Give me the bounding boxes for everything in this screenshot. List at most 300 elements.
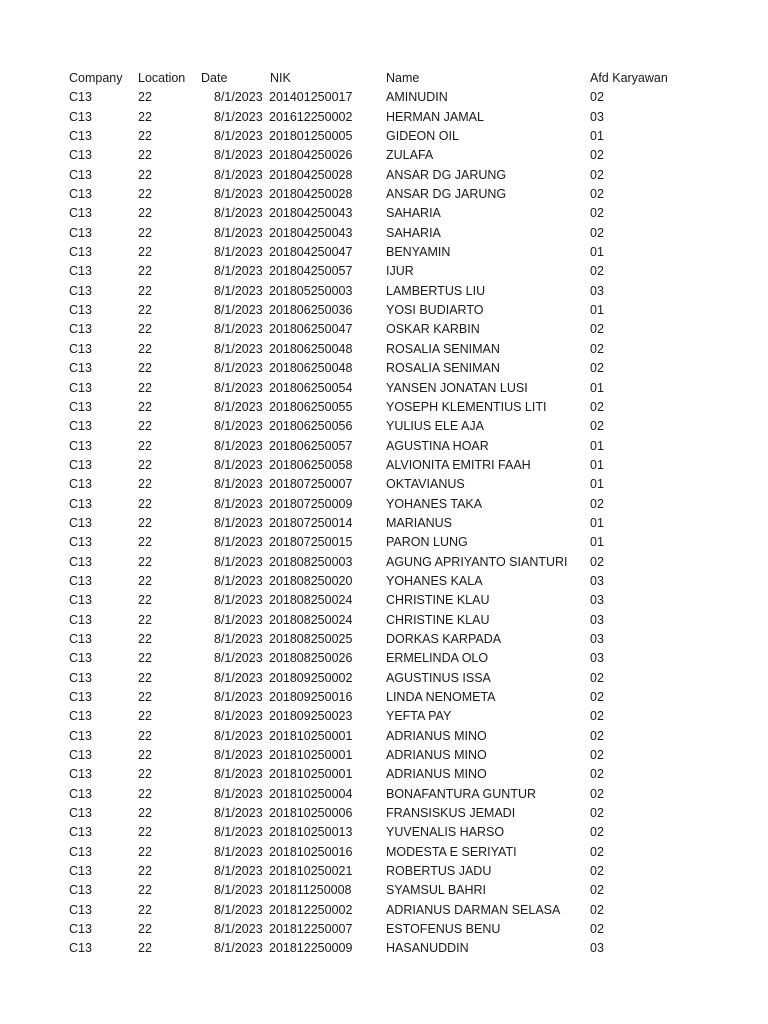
cell-afd-karyawan: 02 [590, 206, 604, 221]
cell-nik: 201801250005 [269, 129, 353, 144]
cell-location: 22 [138, 922, 152, 937]
table-header-row [0, 69, 768, 88]
cell-afd-karyawan: 02 [590, 670, 604, 685]
cell-date: 8/1/2023 [214, 883, 263, 898]
cell-afd-karyawan: 02 [590, 322, 604, 337]
cell-afd-karyawan: 01 [590, 535, 604, 550]
cell-afd-karyawan: 01 [590, 380, 604, 395]
cell-company: C13 [69, 883, 92, 898]
cell-date: 8/1/2023 [214, 245, 263, 260]
cell-nik: 201807250014 [269, 515, 353, 530]
cell-nik: 201804250047 [269, 245, 353, 260]
cell-afd-karyawan: 03 [590, 573, 604, 588]
cell-nik: 201401250017 [269, 90, 353, 105]
table-row [0, 166, 768, 185]
table-row [0, 282, 768, 301]
cell-name: ZULAFA [386, 148, 434, 163]
cell-location: 22 [138, 496, 152, 511]
cell-name: ANSAR DG JARUNG [386, 167, 507, 182]
cell-date: 8/1/2023 [214, 922, 263, 937]
cell-name: DORKAS KARPADA [386, 631, 502, 646]
cell-nik: 201808250003 [269, 554, 353, 569]
cell-company: C13 [69, 515, 92, 530]
table-row [0, 920, 768, 939]
cell-location: 22 [138, 902, 152, 917]
cell-date: 8/1/2023 [214, 438, 263, 453]
cell-nik: 201804250028 [269, 187, 353, 202]
cell-afd-karyawan: 02 [590, 496, 604, 511]
cell-date: 8/1/2023 [214, 864, 263, 879]
table-row [0, 514, 768, 533]
cell-location: 22 [138, 322, 152, 337]
table-row [0, 88, 768, 107]
cell-nik: 201805250003 [269, 283, 353, 298]
cell-nik: 201810250016 [269, 844, 353, 859]
cell-location: 22 [138, 786, 152, 801]
cell-location: 22 [138, 709, 152, 724]
cell-company: C13 [69, 631, 92, 646]
cell-date: 8/1/2023 [214, 806, 263, 821]
cell-location: 22 [138, 767, 152, 782]
cell-afd-karyawan: 02 [590, 902, 604, 917]
cell-location: 22 [138, 206, 152, 221]
cell-afd-karyawan: 02 [590, 225, 604, 240]
cell-company: C13 [69, 922, 92, 937]
cell-afd-karyawan: 01 [590, 515, 604, 530]
cell-date: 8/1/2023 [214, 457, 263, 472]
cell-nik: 201810250021 [269, 864, 353, 879]
cell-name: HASANUDDIN [386, 941, 469, 956]
cell-name: ADRIANUS MINO [386, 767, 487, 782]
cell-nik: 201806250056 [269, 419, 353, 434]
table-row [0, 591, 768, 610]
cell-afd-karyawan: 02 [590, 419, 604, 434]
cell-date: 8/1/2023 [214, 419, 263, 434]
cell-nik: 201807250015 [269, 535, 353, 550]
cell-name: YEFTA PAY [386, 709, 452, 724]
table-row [0, 398, 768, 417]
cell-nik: 201804250043 [269, 225, 353, 240]
cell-afd-karyawan: 03 [590, 612, 604, 627]
cell-location: 22 [138, 593, 152, 608]
cell-afd-karyawan: 02 [590, 90, 604, 105]
cell-company: C13 [69, 941, 92, 956]
cell-location: 22 [138, 264, 152, 279]
cell-date: 8/1/2023 [214, 90, 263, 105]
cell-date: 8/1/2023 [214, 148, 263, 163]
cell-date: 8/1/2023 [214, 283, 263, 298]
table-row [0, 320, 768, 339]
cell-location: 22 [138, 941, 152, 956]
cell-nik: 201804250043 [269, 206, 353, 221]
cell-name: YOHANES TAKA [386, 496, 483, 511]
cell-location: 22 [138, 283, 152, 298]
cell-company: C13 [69, 264, 92, 279]
cell-date: 8/1/2023 [214, 728, 263, 743]
cell-afd-karyawan: 03 [590, 283, 604, 298]
cell-company: C13 [69, 612, 92, 627]
table-row [0, 901, 768, 920]
cell-afd-karyawan: 02 [590, 806, 604, 821]
cell-company: C13 [69, 419, 92, 434]
cell-location: 22 [138, 651, 152, 666]
cell-location: 22 [138, 806, 152, 821]
cell-name: ROBERTUS JADU [386, 864, 492, 879]
cell-location: 22 [138, 554, 152, 569]
cell-afd-karyawan: 02 [590, 264, 604, 279]
cell-date: 8/1/2023 [214, 593, 263, 608]
cell-location: 22 [138, 245, 152, 260]
cell-company: C13 [69, 728, 92, 743]
cell-name: LINDA NENOMETA [386, 690, 496, 704]
cell-nik: 201806250054 [269, 380, 353, 395]
table-row [0, 108, 768, 127]
cell-name: CHRISTINE KLAU [386, 612, 490, 627]
cell-date: 8/1/2023 [214, 690, 263, 704]
cell-nik: 201806250057 [269, 438, 353, 453]
cell-name: ALVIONITA EMITRI FAAH [386, 457, 531, 472]
cell-nik: 201806250047 [269, 322, 353, 337]
table-row [0, 127, 768, 146]
cell-date: 8/1/2023 [214, 303, 263, 318]
cell-nik: 201808250025 [269, 631, 353, 646]
cell-date: 8/1/2023 [214, 515, 263, 530]
cell-company: C13 [69, 844, 92, 859]
cell-nik: 201810250001 [269, 728, 353, 743]
table-row [0, 862, 768, 881]
cell-afd-karyawan: 01 [590, 303, 604, 318]
cell-date: 8/1/2023 [214, 187, 263, 202]
cell-date: 8/1/2023 [214, 709, 263, 724]
cell-company: C13 [69, 457, 92, 472]
cell-company: C13 [69, 690, 92, 704]
cell-afd-karyawan: 02 [590, 864, 604, 879]
cell-nik: 201809250016 [269, 690, 353, 704]
table-row [0, 572, 768, 591]
cell-company: C13 [69, 709, 92, 724]
cell-name: OKTAVIANUS [386, 477, 465, 492]
cell-afd-karyawan: 02 [590, 883, 604, 898]
cell-name: SYAMSUL BAHRI [386, 883, 487, 898]
cell-afd-karyawan: 02 [590, 167, 604, 182]
cell-company: C13 [69, 206, 92, 221]
cell-nik: 201810250013 [269, 825, 353, 840]
cell-company: C13 [69, 806, 92, 821]
cell-location: 22 [138, 573, 152, 588]
cell-name: YOSI BUDIARTO [386, 303, 484, 318]
cell-afd-karyawan: 02 [590, 341, 604, 356]
table-row [0, 262, 768, 281]
cell-name: PARON LUNG [386, 535, 468, 550]
cell-name: AGUNG APRIYANTO SIANTURI [386, 554, 568, 569]
cell-nik: 201804250028 [269, 167, 353, 182]
cell-location: 22 [138, 225, 152, 240]
cell-afd-karyawan: 03 [590, 109, 604, 124]
cell-name: GIDEON OIL [386, 129, 459, 144]
cell-location: 22 [138, 399, 152, 414]
cell-nik: 201808250024 [269, 593, 353, 608]
cell-location: 22 [138, 419, 152, 434]
cell-date: 8/1/2023 [214, 612, 263, 627]
table-row [0, 727, 768, 746]
cell-name: IJUR [386, 264, 414, 279]
table-row [0, 533, 768, 552]
cell-company: C13 [69, 322, 92, 337]
cell-afd-karyawan: 01 [590, 457, 604, 472]
cell-afd-karyawan: 01 [590, 245, 604, 260]
cell-date: 8/1/2023 [214, 844, 263, 859]
cell-name: LAMBERTUS LIU [386, 283, 486, 298]
cell-date: 8/1/2023 [214, 573, 263, 588]
cell-name: YANSEN JONATAN LUSI [386, 380, 528, 395]
table-row [0, 340, 768, 359]
cell-company: C13 [69, 496, 92, 511]
table-row [0, 765, 768, 784]
cell-company: C13 [69, 341, 92, 356]
header-afd-karyawan: Afd Karyawan [590, 71, 668, 85]
cell-location: 22 [138, 864, 152, 879]
cell-afd-karyawan: 02 [590, 709, 604, 724]
header-date: Date [201, 71, 228, 85]
cell-company: C13 [69, 380, 92, 395]
cell-name: YOSEPH KLEMENTIUS LITI [386, 399, 547, 414]
cell-name: BONAFANTURA GUNTUR [386, 786, 537, 801]
cell-nik: 201809250002 [269, 670, 353, 685]
cell-location: 22 [138, 515, 152, 530]
cell-nik: 201806250058 [269, 457, 353, 472]
cell-afd-karyawan: 02 [590, 922, 604, 937]
cell-date: 8/1/2023 [214, 322, 263, 337]
table-row [0, 475, 768, 494]
table-row [0, 146, 768, 165]
cell-date: 8/1/2023 [214, 767, 263, 782]
cell-date: 8/1/2023 [214, 477, 263, 492]
cell-nik: 201812250009 [269, 941, 353, 956]
table-row [0, 630, 768, 649]
cell-company: C13 [69, 748, 92, 763]
table-row [0, 437, 768, 456]
cell-afd-karyawan: 03 [590, 593, 604, 608]
table-row [0, 804, 768, 823]
cell-location: 22 [138, 303, 152, 318]
cell-location: 22 [138, 109, 152, 124]
cell-afd-karyawan: 03 [590, 941, 604, 956]
cell-name: FRANSISKUS JEMADI [386, 806, 516, 821]
cell-location: 22 [138, 148, 152, 163]
cell-name: ROSALIA SENIMAN [386, 361, 500, 376]
cell-name: HERMAN JAMAL [386, 109, 484, 124]
cell-name: CHRISTINE KLAU [386, 593, 490, 608]
cell-company: C13 [69, 902, 92, 917]
header-company: Company [69, 71, 123, 85]
cell-nik: 201809250023 [269, 709, 353, 724]
table-row [0, 301, 768, 320]
cell-afd-karyawan: 02 [590, 844, 604, 859]
cell-location: 22 [138, 690, 152, 704]
cell-afd-karyawan: 02 [590, 767, 604, 782]
cell-date: 8/1/2023 [214, 496, 263, 511]
cell-nik: 201807250007 [269, 477, 353, 492]
cell-nik: 201806250055 [269, 399, 353, 414]
table-row [0, 785, 768, 804]
cell-name: ROSALIA SENIMAN [386, 341, 500, 356]
table-row [0, 707, 768, 726]
cell-name: MODESTA E SERIYATI [386, 844, 517, 859]
cell-name: ANSAR DG JARUNG [386, 187, 507, 202]
cell-location: 22 [138, 438, 152, 453]
cell-name: AGUSTINA HOAR [386, 438, 489, 453]
cell-company: C13 [69, 670, 92, 685]
cell-nik: 201804250026 [269, 148, 353, 163]
cell-company: C13 [69, 187, 92, 202]
cell-afd-karyawan: 02 [590, 825, 604, 840]
cell-date: 8/1/2023 [214, 902, 263, 917]
cell-nik: 201804250057 [269, 264, 353, 279]
cell-afd-karyawan: 02 [590, 690, 604, 704]
cell-nik: 201810250004 [269, 786, 353, 801]
table-row [0, 669, 768, 688]
cell-name: YOHANES KALA [386, 573, 483, 588]
cell-name: SAHARIA [386, 206, 441, 221]
cell-name: BENYAMIN [386, 245, 451, 260]
cell-nik: 201810250001 [269, 767, 353, 782]
table-body [0, 88, 768, 958]
cell-company: C13 [69, 283, 92, 298]
cell-location: 22 [138, 129, 152, 144]
cell-location: 22 [138, 883, 152, 898]
cell-company: C13 [69, 148, 92, 163]
cell-location: 22 [138, 612, 152, 627]
cell-location: 22 [138, 341, 152, 356]
cell-company: C13 [69, 438, 92, 453]
cell-company: C13 [69, 303, 92, 318]
cell-name: ADRIANUS DARMAN SELASA [386, 902, 561, 917]
table-row [0, 359, 768, 378]
header-nik: NIK [270, 71, 291, 85]
cell-location: 22 [138, 187, 152, 202]
cell-location: 22 [138, 631, 152, 646]
table-row [0, 456, 768, 475]
cell-location: 22 [138, 167, 152, 182]
cell-date: 8/1/2023 [214, 651, 263, 666]
cell-date: 8/1/2023 [214, 129, 263, 144]
cell-nik: 201810250001 [269, 748, 353, 763]
cell-date: 8/1/2023 [214, 631, 263, 646]
cell-afd-karyawan: 01 [590, 438, 604, 453]
cell-date: 8/1/2023 [214, 361, 263, 376]
cell-nik: 201808250024 [269, 612, 353, 627]
cell-name: OSKAR KARBIN [386, 322, 480, 337]
cell-company: C13 [69, 825, 92, 840]
cell-location: 22 [138, 477, 152, 492]
cell-date: 8/1/2023 [214, 206, 263, 221]
table-row [0, 688, 768, 707]
cell-afd-karyawan: 02 [590, 554, 604, 569]
cell-location: 22 [138, 844, 152, 859]
cell-date: 8/1/2023 [214, 786, 263, 801]
cell-nik: 201811250008 [269, 883, 352, 898]
cell-company: C13 [69, 573, 92, 588]
cell-company: C13 [69, 225, 92, 240]
cell-company: C13 [69, 399, 92, 414]
cell-nik: 201806250048 [269, 361, 353, 376]
cell-company: C13 [69, 767, 92, 782]
cell-afd-karyawan: 03 [590, 651, 604, 666]
header-name: Name [386, 71, 420, 85]
cell-afd-karyawan: 02 [590, 748, 604, 763]
cell-company: C13 [69, 477, 92, 492]
cell-company: C13 [69, 786, 92, 801]
cell-location: 22 [138, 361, 152, 376]
cell-afd-karyawan: 01 [590, 129, 604, 144]
cell-date: 8/1/2023 [214, 535, 263, 550]
cell-company: C13 [69, 864, 92, 879]
cell-nik: 201808250020 [269, 573, 353, 588]
cell-location: 22 [138, 748, 152, 763]
cell-afd-karyawan: 02 [590, 148, 604, 163]
cell-nik: 201810250006 [269, 806, 353, 821]
cell-location: 22 [138, 825, 152, 840]
cell-location: 22 [138, 90, 152, 105]
cell-afd-karyawan: 02 [590, 361, 604, 376]
cell-name: YULIUS ELE AJA [386, 419, 484, 434]
cell-location: 22 [138, 535, 152, 550]
cell-name: ADRIANUS MINO [386, 748, 487, 763]
table-row [0, 379, 768, 398]
table-row [0, 204, 768, 223]
cell-afd-karyawan: 02 [590, 399, 604, 414]
cell-company: C13 [69, 593, 92, 608]
cell-date: 8/1/2023 [214, 264, 263, 279]
cell-date: 8/1/2023 [214, 380, 263, 395]
table-row [0, 553, 768, 572]
cell-company: C13 [69, 109, 92, 124]
cell-location: 22 [138, 728, 152, 743]
employee-table [0, 69, 768, 959]
table-row [0, 649, 768, 668]
cell-name: SAHARIA [386, 225, 441, 240]
cell-company: C13 [69, 651, 92, 666]
cell-nik: 201807250009 [269, 496, 353, 511]
cell-company: C13 [69, 90, 92, 105]
cell-name: YUVENALIS HARSO [386, 825, 505, 840]
cell-afd-karyawan: 02 [590, 728, 604, 743]
cell-afd-karyawan: 02 [590, 786, 604, 801]
cell-name: AMINUDIN [386, 90, 448, 105]
cell-afd-karyawan: 03 [590, 631, 604, 646]
cell-afd-karyawan: 01 [590, 477, 604, 492]
table-row [0, 185, 768, 204]
cell-date: 8/1/2023 [214, 399, 263, 414]
cell-date: 8/1/2023 [214, 109, 263, 124]
cell-date: 8/1/2023 [214, 225, 263, 240]
cell-company: C13 [69, 167, 92, 182]
cell-company: C13 [69, 554, 92, 569]
cell-date: 8/1/2023 [214, 167, 263, 182]
cell-date: 8/1/2023 [214, 670, 263, 685]
cell-name: AGUSTINUS ISSA [386, 670, 491, 685]
cell-nik: 201612250002 [269, 109, 353, 124]
cell-nik: 201812250007 [269, 922, 353, 937]
cell-company: C13 [69, 361, 92, 376]
header-location: Location [138, 71, 186, 85]
cell-nik: 201806250036 [269, 303, 353, 318]
cell-date: 8/1/2023 [214, 748, 263, 763]
table-row [0, 823, 768, 842]
table-row [0, 611, 768, 630]
cell-location: 22 [138, 380, 152, 395]
cell-name: ESTOFENUS BENU [386, 922, 501, 937]
